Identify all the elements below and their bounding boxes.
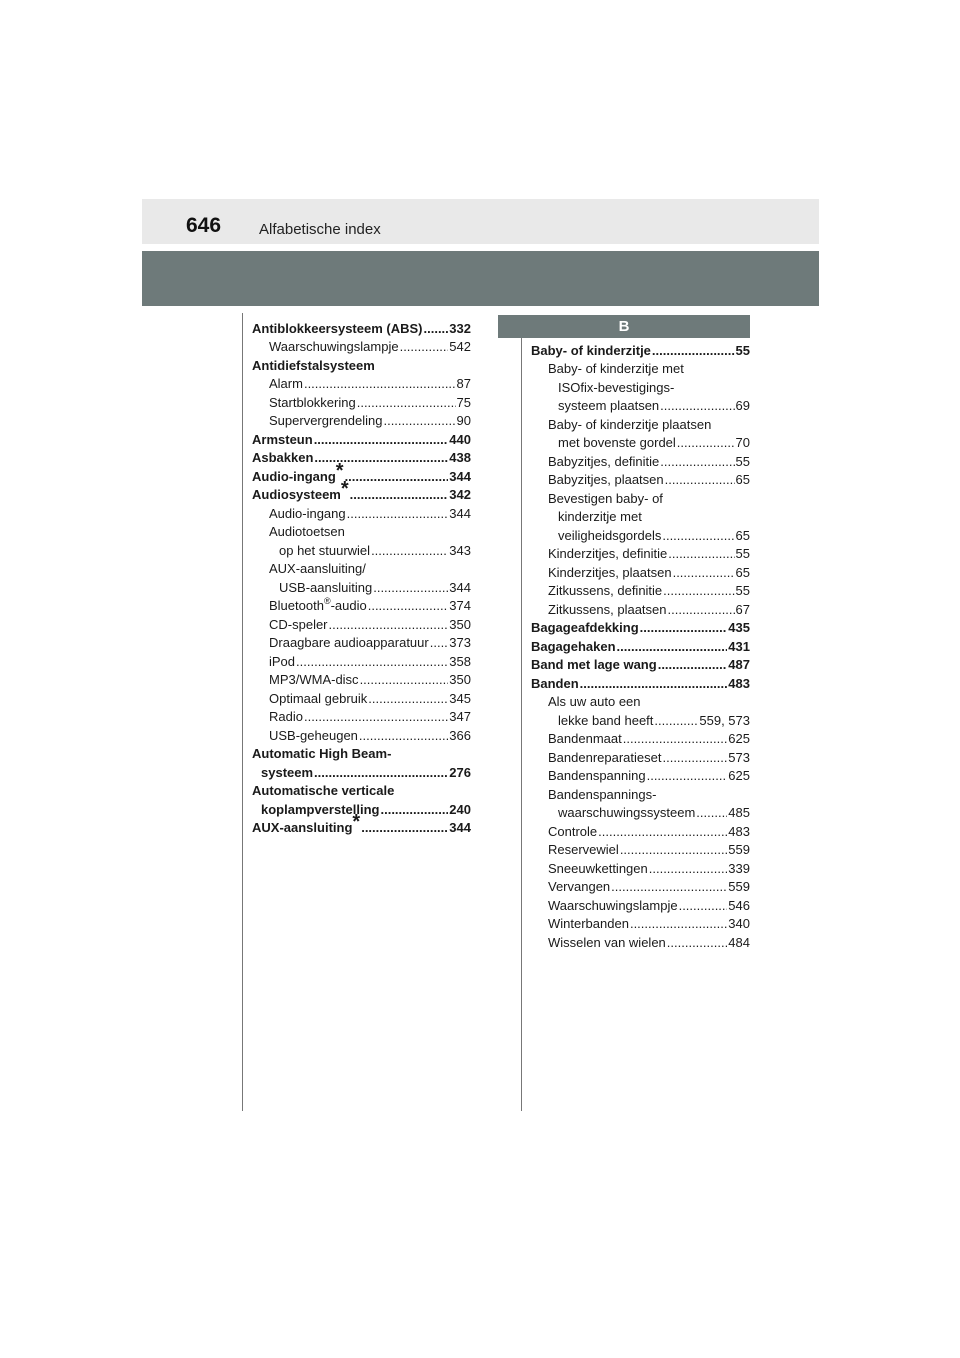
page-reference: 240 [449,801,471,817]
index-term-text: Audiosysteem [252,487,341,502]
index-entry [252,539,471,558]
index-term [269,413,382,428]
footnote-asterisk: * [340,478,349,500]
index-term [279,543,370,558]
dot-leader [660,398,734,413]
dot-leader [667,935,728,950]
index-term [269,691,367,706]
page-reference: 625 [728,768,750,783]
dot-leader [611,879,727,894]
page-reference: 487 [728,657,750,672]
page-reference: 344 [449,579,471,595]
dot-leader [696,805,727,820]
dot-leader [668,602,735,617]
index-term [252,358,375,373]
index-term-text: Bandenmaat [548,731,622,746]
page-reference: 546 [728,897,750,913]
index-entry [531,413,750,432]
page-reference: 431 [728,638,750,654]
dot-leader [373,580,448,595]
page-reference: 344 [449,820,471,835]
index-term [252,450,313,465]
index-entry [531,839,750,858]
index-term [252,432,313,447]
index-term [269,561,366,576]
index-term [269,635,429,650]
page-reference: 350 [449,616,471,632]
dot-leader [347,506,449,521]
index-term [548,861,648,876]
page-reference: 374 [449,598,471,613]
page-reference: 344 [449,505,471,521]
index-entry [252,354,471,373]
page-reference: 625 [728,731,750,746]
page-reference: 87 [456,376,471,391]
dot-leader [359,728,448,743]
page-reference: 350 [449,672,471,687]
dot-leader [345,469,449,484]
dot-leader [658,657,728,672]
dot-leader [400,339,449,354]
page-reference: 276 [449,764,471,780]
page-reference: 366 [449,727,471,743]
index-entry [531,561,750,580]
index-entry [531,746,750,765]
page-reference: 342 [449,487,471,502]
dot-leader [679,898,728,913]
index-term [531,676,579,691]
page-reference: 542 [449,339,471,354]
index-entry [531,931,750,950]
index-term [269,376,303,391]
index-term [558,528,661,543]
dot-leader [357,395,456,410]
index-term [558,380,674,395]
index-term-text: Armsteun [252,431,313,447]
dot-leader [430,635,449,650]
page-reference: 344 [449,468,471,484]
index-term [548,361,684,376]
index-term-text: Bagagehaken [531,638,616,654]
dot-leader [673,565,735,580]
index-term-text: Sneeuwkettingen [548,860,648,876]
dot-leader [652,343,735,358]
dot-leader [598,824,727,839]
index-term [269,617,328,632]
index-entry [252,595,471,614]
index-term [252,459,344,484]
index-term-text: Asbakken [252,450,314,465]
index-term [548,787,656,802]
index-term-text: Optimaal gebruik [269,690,368,706]
dot-leader [665,472,735,487]
index-entry [531,450,750,469]
index-entry [252,743,471,762]
index-entry [531,913,750,932]
index-term [269,709,303,724]
index-entry [252,502,471,521]
index-term [252,478,349,502]
index-entry [252,650,471,669]
dot-leader [662,528,734,543]
index-entry [531,820,750,839]
index-term-text: Antidiefstalsysteem [252,357,375,373]
page-reference: 55 [735,342,750,358]
index-entry [252,428,471,447]
index-term [548,602,667,617]
page-reference: 483 [728,823,750,839]
index-entry [252,613,471,632]
index-entry [531,598,750,617]
dot-leader [314,432,449,447]
page-reference: 55 [735,453,750,469]
index-term-text: Bluetooth [269,598,324,613]
index-entry [531,765,750,784]
index-entry [252,706,471,725]
index-term [548,491,663,506]
index-term [252,783,394,798]
letter-heading: B [498,315,750,338]
index-term [252,746,391,761]
left-column-rule [242,313,243,1111]
index-entry [531,728,750,747]
dot-leader [640,620,728,635]
page-reference: 67 [735,601,750,617]
index-entry [531,395,750,414]
dot-leader [361,820,448,835]
dot-leader [304,376,456,391]
index-entry [252,459,471,484]
index-term-text: Winterbanden [548,916,629,931]
index-term [548,824,597,839]
page-reference: 55 [735,546,750,561]
page-reference: 70 [735,435,750,450]
index-term-text: Band met lage wang [531,657,657,672]
dot-leader [368,691,448,706]
index-term-text: Audiotoetsen [269,524,345,539]
index-column-right [531,339,750,950]
index-entry [252,521,471,540]
page-reference: 435 [728,620,750,635]
index-entry [252,373,471,392]
index-term-text: MP3/WMA-disc [269,672,359,687]
index-term [548,454,659,469]
index-term-text: Baby- of kinderzitje met [548,361,684,376]
index-term [558,805,695,820]
page-reference: 69 [735,398,750,413]
index-term-text: ISOfix-bevestigings- [558,379,675,395]
page-reference: 373 [449,635,471,650]
index-term-text: veiligheidsgordels [558,527,662,543]
index-term-text: Banden [531,675,579,691]
index-term-text: Draagbare audioapparatuur [269,635,429,650]
index-entry [252,811,471,836]
index-term [252,811,361,835]
dot-leader [350,487,449,502]
index-entry [531,469,750,488]
index-term [548,916,629,931]
index-term [531,343,651,358]
index-term-text: Alarm [269,376,303,391]
page-reference: 340 [728,916,750,931]
index-term-text: met bovenste gordel [558,435,676,450]
right-column-rule [521,338,522,1111]
index-term-text: Wisselen van wielen [548,934,666,950]
index-term [558,713,653,728]
index-term-text: op het stuurwiel [279,542,371,558]
index-entry [531,487,750,506]
index-entry [252,558,471,577]
index-term [269,672,359,687]
page-reference: 65 [735,564,750,580]
index-term-text: lekke band heeft [558,712,654,728]
index-term-text: systeem plaatsen [558,398,660,413]
index-term-text: iPod [269,653,296,669]
dot-leader [380,802,448,817]
dot-leader [371,543,448,558]
dot-leader [663,583,734,598]
index-entry [531,617,750,636]
index-entry [531,894,750,913]
index-term [548,879,610,894]
index-term [548,417,711,432]
index-term [261,802,379,817]
index-entry [252,798,471,817]
index-entry [531,654,750,673]
dot-leader [314,450,448,465]
index-term-text: AUX-aansluiting/ [269,561,366,576]
index-entry [252,761,471,780]
page-reference: 483 [728,675,750,691]
index-term [269,506,346,521]
index-term-text: Zitkussens, plaatsen [548,601,667,617]
index-term-text: CD-speler [269,616,328,632]
page-reference: 438 [449,450,471,465]
footnote-asterisk: * [335,459,344,482]
dot-leader [630,916,727,931]
page-reference: 559, 573 [699,712,750,728]
index-term-text: Baby- of kinderzitje plaatsen [548,416,712,432]
index-term [548,731,622,746]
index-entry [531,543,750,562]
page-reference: 332 [449,320,471,336]
section-title: Alfabetische index [259,221,381,238]
index-entry [531,376,750,395]
index-term-text: USB-aansluiting [279,579,373,595]
index-term-text: AUX-aansluiting [252,820,353,835]
page-reference: 55 [735,583,750,598]
index-term-text: Bandenspannings- [548,786,657,802]
page-reference: 347 [449,709,471,724]
index-entry [531,691,750,710]
page-reference: 90 [456,413,471,428]
index-term [269,524,345,539]
index-entry [252,336,471,355]
page-header [142,199,819,244]
index-term-text: Startblokkering [269,394,356,410]
registered-mark: ® [323,596,331,606]
index-entry [252,687,471,706]
dot-leader [620,842,727,857]
index-entry [252,391,471,410]
index-term-text: Antiblokkeersysteem (ABS) [252,320,423,336]
dot-leader [368,598,449,613]
index-term [261,765,313,780]
index-entry [252,724,471,743]
dot-leader [329,617,449,632]
index-entry [531,358,750,377]
index-term [548,565,672,580]
page-reference: 573 [728,749,750,765]
index-entry [531,783,750,802]
index-term [279,580,372,595]
dot-leader [296,654,448,669]
dot-leader [649,861,728,876]
dot-leader [623,731,728,746]
index-term [269,395,356,410]
index-term-text: Bevestigen baby- of [548,490,663,506]
index-entry [531,524,750,543]
dot-leader [360,672,449,687]
index-term [548,898,678,913]
dot-leader [654,713,698,728]
index-entry [531,709,750,728]
index-term-text: USB-geheugen [269,727,358,743]
page-reference: 339 [728,860,750,876]
index-term-text: waarschuwingssysteem [558,805,696,820]
index-entry [252,576,471,595]
index-term [269,654,295,669]
page-reference: 559 [728,842,750,857]
index-entry [252,410,471,429]
index-term [269,728,358,743]
index-entry [531,672,750,691]
index-term-text: Audio-ingang [252,468,336,484]
header-band [142,251,819,306]
index-entry [252,447,471,466]
page-reference: 65 [735,472,750,487]
index-term-text: Kinderzitjes, plaatsen [548,564,672,580]
index-entry [252,478,471,503]
page-reference: 343 [449,542,471,558]
page-reference: 484 [728,934,750,950]
index-entry [531,802,750,821]
index-term-text: Babyzitjes, definitie [548,453,660,469]
index-term [252,321,423,336]
dot-leader [424,321,449,336]
index-term-text: koplampverstelling [261,801,380,817]
index-entry [252,632,471,651]
index-term-text: Automatische verticale [252,783,395,798]
index-term [548,694,641,709]
index-entry [252,669,471,688]
index-term [558,509,642,524]
index-term-text: Automatic High Beam- [252,746,392,761]
dot-leader [647,768,728,783]
index-term-text: Bandenspanning [548,768,646,783]
index-term [558,435,676,450]
index-term-text: systeem [261,764,314,780]
dot-leader [617,639,728,654]
index-entry [531,876,750,895]
index-term-text: Als uw auto een [548,694,641,709]
index-term [548,750,661,765]
index-term [548,472,664,487]
index-entry [252,780,471,799]
dot-leader [314,765,448,780]
index-term [558,398,659,413]
index-term-suffix: -audio [330,598,367,613]
page-reference: 65 [735,527,750,543]
index-entry [531,857,750,876]
index-term-text: Kinderzitjes, definitie [548,546,668,561]
index-term-text: Reservewiel [548,842,619,857]
index-entry [531,506,750,525]
page-reference: 345 [449,690,471,706]
page-reference: 485 [728,805,750,820]
index-term-text: Waarschuwingslampje [269,339,399,354]
index-term [269,339,399,354]
index-term-text: Radio [269,709,303,724]
index-term-text: Bandenreparatieset [548,749,662,765]
index-term-text: kinderzitje met [558,509,642,524]
index-entry [531,339,750,358]
index-term [531,639,616,654]
footnote-asterisk: * [352,811,361,833]
index-term [548,583,662,598]
page-reference: 440 [449,431,471,447]
index-term [531,657,657,672]
index-entry [531,580,750,599]
dot-leader [383,413,455,428]
dot-leader [677,435,735,450]
index-term-text: Controle [548,823,598,839]
index-term [548,546,667,561]
index-column-left [252,317,471,835]
dot-leader [304,709,448,724]
index-term [548,768,646,783]
dot-leader [668,546,734,561]
page-number: 646 [186,214,222,237]
index-term-text: Supervergrendeling [269,413,383,428]
index-term [548,842,619,857]
index-term-text: Bagageafdekking [531,620,639,635]
index-term-text: Zitkussens, definitie [548,583,663,598]
index-entry [531,432,750,451]
index-term-text: Audio-ingang [269,505,346,521]
dot-leader [660,454,734,469]
index-term [531,620,639,635]
index-term-text: Baby- of kinderzitje [531,342,651,358]
index-entry [252,317,471,336]
dot-leader [662,750,727,765]
index-term-text: Babyzitjes, plaatsen [548,472,664,487]
index-term-text: Vervangen [548,879,611,894]
index-term [269,598,367,613]
index-entry [531,635,750,654]
index-term-text: Waarschuwingslampje [548,897,678,913]
dot-leader [580,676,728,691]
index-term [548,935,666,950]
page-reference: 75 [456,394,471,410]
page-reference: 559 [728,879,750,894]
page-reference: 358 [449,653,471,669]
